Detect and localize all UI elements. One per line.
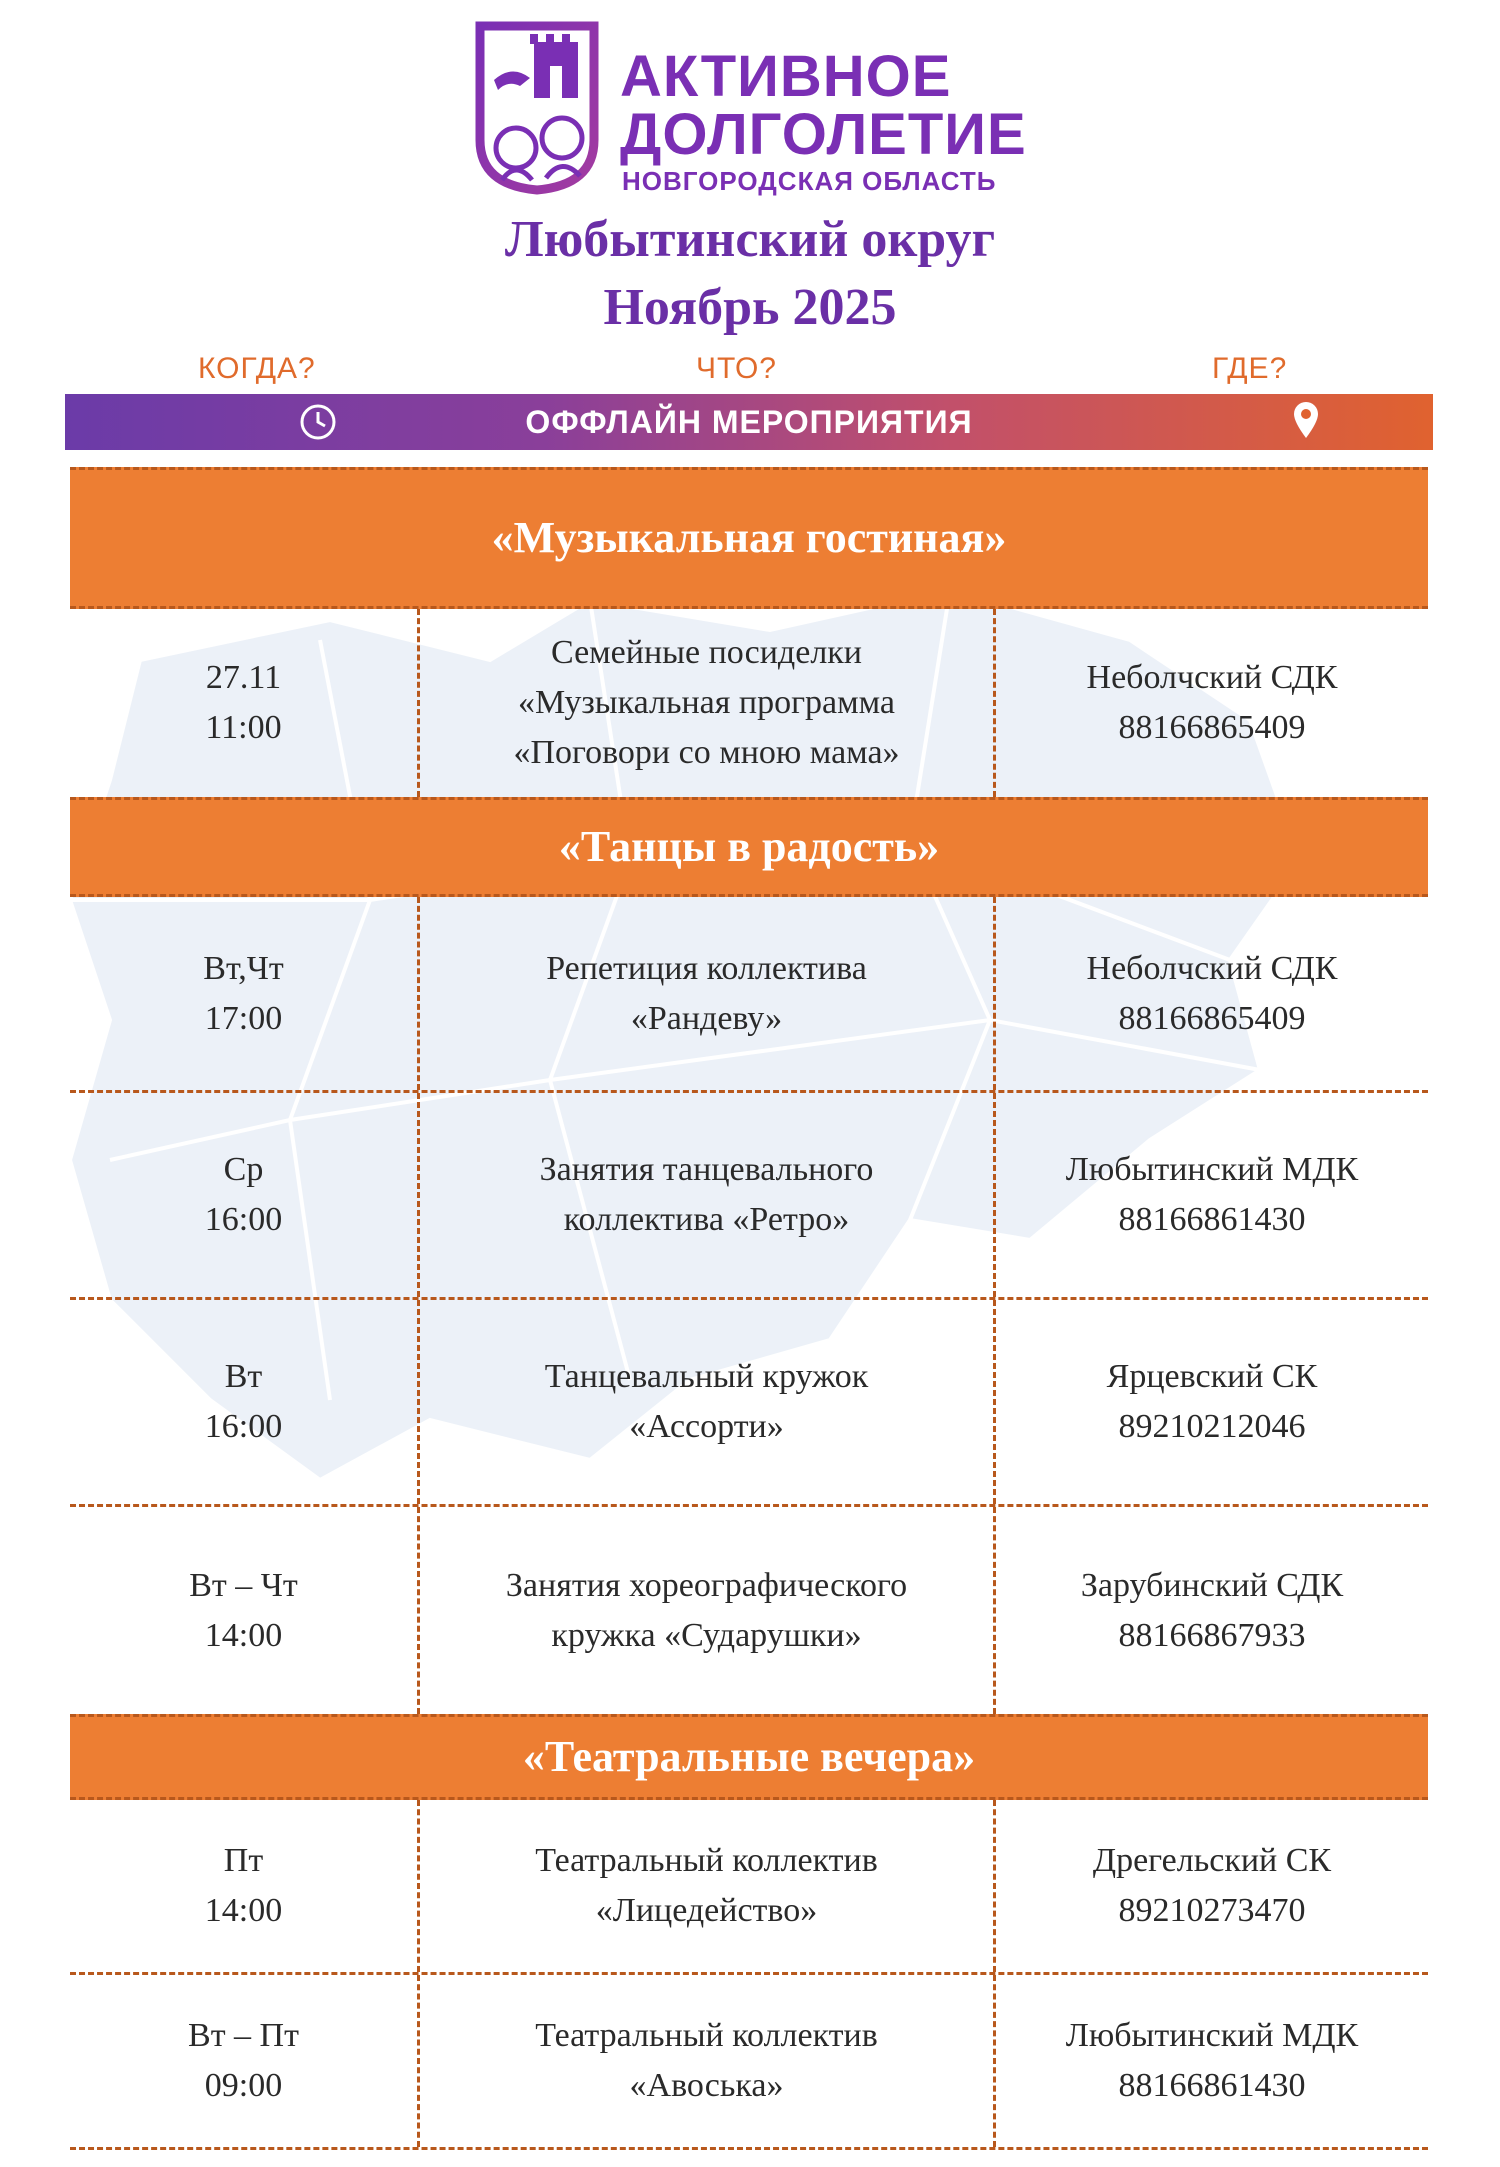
event-cell-line: Танцевальный кружок [544, 1358, 869, 1395]
when-cell-line: 14:00 [204, 1616, 283, 1654]
offline-events-bar [65, 394, 1433, 450]
table-row [70, 1300, 1428, 1507]
brand-name-line2: ДОЛГОЛЕТИЕ [620, 102, 1027, 167]
place-cell-line: Ярцевский СК [1106, 1358, 1318, 1395]
place-cell-line: 89210273470 [1118, 1892, 1306, 1929]
event-cell-line: «Лицедейство» [595, 1892, 818, 1929]
when-cell [70, 1093, 420, 1297]
event-cell-line: «Ассорти» [629, 1408, 784, 1445]
when-cell [70, 1507, 420, 1714]
when-cell [70, 1975, 420, 2147]
event-cell [420, 1975, 996, 2147]
when-cell-line: Вт,Чт [203, 949, 284, 987]
section-header: «Театральные вечера» [70, 1714, 1428, 1800]
event-cell-line: Театральный коллектив [535, 2017, 878, 2054]
event-cell-line: «Авоська» [629, 2067, 784, 2104]
place-cell-line: Неболчский СДК [1086, 949, 1338, 987]
place-cell [996, 609, 1428, 797]
when-cell-line: 09:00 [204, 2067, 283, 2104]
event-cell-line: Репетиция коллектива [546, 949, 867, 987]
place-cell-line: Любытинский МДК [1065, 2017, 1359, 2054]
place-cell [996, 1300, 1428, 1504]
when-cell [70, 1800, 420, 1972]
event-cell [420, 897, 996, 1090]
when-cell-line: 11:00 [205, 709, 282, 746]
when-label: КОГДА? [198, 352, 316, 385]
table-row [70, 1975, 1428, 2150]
event-cell-line: кружка «Сударушки» [551, 1616, 862, 1654]
place-cell-line: Любытинский МДК [1065, 1151, 1359, 1188]
place-cell [996, 1093, 1428, 1297]
event-cell-line: «Поговори со мною мама» [513, 734, 900, 771]
table-row [70, 1507, 1428, 1714]
schedule-table [70, 467, 1428, 2150]
event-cell [420, 1507, 996, 1714]
when-cell-line: Вт – Чт [189, 1566, 298, 1604]
shield-emblem-icon [472, 20, 602, 195]
event-cell [420, 609, 996, 797]
event-cell-line: Занятия хореографического [505, 1566, 908, 1604]
brand-name-line1: АКТИВНОЕ [620, 44, 952, 109]
when-cell [70, 897, 420, 1090]
where-label: ГДЕ? [1212, 352, 1288, 385]
when-cell [70, 1300, 420, 1504]
when-cell-line: 16:00 [204, 1408, 283, 1445]
event-cell [420, 1093, 996, 1297]
place-cell-line: Неболчский СДК [1086, 659, 1338, 696]
when-cell-line: Вт – Пт [188, 2017, 299, 2054]
section-header: «Музыкальная гостиная» [70, 467, 1428, 609]
location-pin-icon [1291, 400, 1321, 440]
when-cell-line: Вт [224, 1358, 263, 1395]
place-cell-line: Зарубинский СДК [1080, 1566, 1344, 1604]
section-header: «Танцы в радость» [70, 797, 1428, 897]
when-cell-line: 27.11 [205, 659, 282, 696]
place-cell [996, 1800, 1428, 1972]
place-cell [996, 1975, 1428, 2147]
place-cell-line: 88166861430 [1118, 2067, 1306, 2104]
event-cell-line: Занятия танцевального [539, 1151, 874, 1188]
place-cell-line: 88166865409 [1118, 999, 1306, 1037]
place-cell-line: 88166861430 [1118, 1201, 1306, 1238]
event-cell-line: «Музыкальная программа [517, 684, 896, 721]
place-cell-line: 88166867933 [1118, 1616, 1306, 1654]
place-cell [996, 897, 1428, 1090]
table-row [70, 609, 1428, 797]
offline-events-label: ОФФЛАЙН МЕРОПРИЯТИЯ [525, 404, 973, 440]
when-cell [70, 609, 420, 797]
event-cell [420, 1800, 996, 1972]
table-row [70, 1800, 1428, 1975]
brand-region: НОВГОРОДСКАЯ ОБЛАСТЬ [622, 166, 997, 196]
event-cell-line: Семейные посиделки [550, 634, 862, 671]
table-row [70, 897, 1428, 1093]
place-cell-line: Дрегельский СК [1092, 1842, 1332, 1879]
brand-logo [472, 20, 1032, 200]
district-title: Любытинский округ [504, 211, 996, 268]
when-cell-line: 16:00 [204, 1201, 283, 1238]
place-cell-line: 88166865409 [1118, 709, 1306, 746]
event-cell [420, 1300, 996, 1504]
month-title: Ноябрь 2025 [603, 279, 897, 336]
event-cell-line: коллектива «Ретро» [563, 1201, 850, 1238]
when-cell-line: 17:00 [204, 999, 283, 1037]
when-cell-line: Ср [223, 1151, 264, 1188]
what-label: ЧТО? [696, 352, 777, 385]
place-cell [996, 1507, 1428, 1714]
when-cell-line: 14:00 [204, 1892, 283, 1929]
event-cell-line: Театральный коллектив [535, 1842, 878, 1879]
place-cell-line: 89210212046 [1118, 1408, 1306, 1445]
when-cell-line: Пт [223, 1842, 264, 1879]
event-cell-line: «Рандеву» [630, 999, 783, 1037]
table-row [70, 1093, 1428, 1300]
